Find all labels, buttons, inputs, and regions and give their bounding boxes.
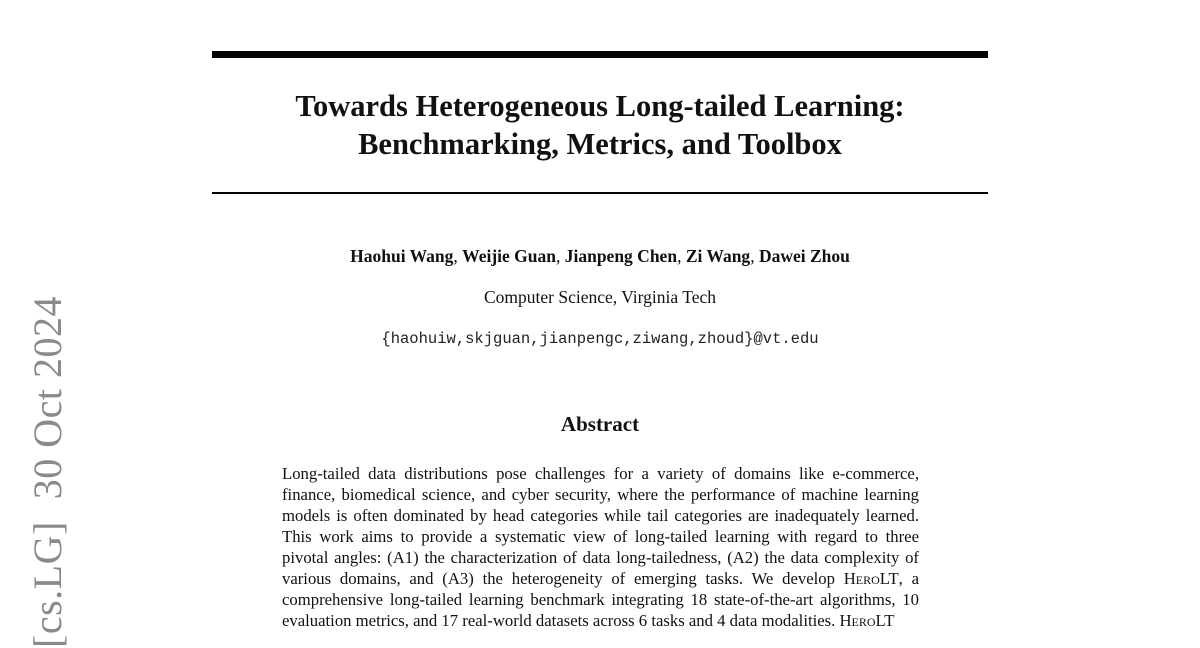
author-separator: , xyxy=(677,246,686,266)
top-thick-rule xyxy=(212,51,988,58)
author-separator: , xyxy=(453,246,463,266)
benchmark-name: HeroLT xyxy=(839,611,895,630)
title-line-1: Towards Heterogeneous Long-tailed Learning: xyxy=(295,89,905,123)
author-emails: {haohuiw,skjguan,jianpengc,ziwang,zhoud}@vt.edu xyxy=(381,330,819,348)
title-line-2: Benchmarking, Metrics, and Toolbox xyxy=(358,127,842,161)
arxiv-side-stamp xyxy=(25,295,70,648)
affiliation: Computer Science, Virginia Tech xyxy=(484,287,716,307)
arxiv-category: [cs.LG] xyxy=(25,521,70,648)
abstract-text-part-2: , a comprehensive long-tailed learning benchmark integrating 18 state-of-the-art algorithms, 10 evaluation metrics, and 17 real-world datasets across 6 tasks and 4 data modalities. xyxy=(282,569,919,630)
abstract-text xyxy=(282,463,919,631)
paper-title xyxy=(212,87,988,163)
author-name: Jianpeng Chen xyxy=(564,246,678,266)
abstract-heading: Abstract xyxy=(560,412,640,436)
title-bottom-rule xyxy=(212,192,988,194)
author-separator: , xyxy=(555,246,565,266)
author-name: Dawei Zhou xyxy=(758,246,850,266)
author-name: Haohui Wang xyxy=(350,246,454,266)
abstract-text-part-1: Long-tailed data distributions pose challenges for a variety of domains like e-commerce, finance, biomedical science, and cyber security, where the performance of machine learning models is often dominated by head categories while tail categories are inadequately learned. This work aims to provide a systematic view of long-tailed learning with regard to three pivotal angles: (A1) the characterization of data long-tailedness, (A2) the data complexity of various domains, and (A3) the heterogeneity of emerging tasks. We develop xyxy=(282,464,919,588)
author-name: Weijie Guan xyxy=(462,246,556,266)
benchmark-name: HeroLT xyxy=(843,569,899,588)
author-name: Zi Wang xyxy=(685,246,751,266)
arxiv-date: 30 Oct 2024 xyxy=(25,295,70,500)
author-list xyxy=(212,245,988,267)
author-separator: , xyxy=(750,246,759,266)
